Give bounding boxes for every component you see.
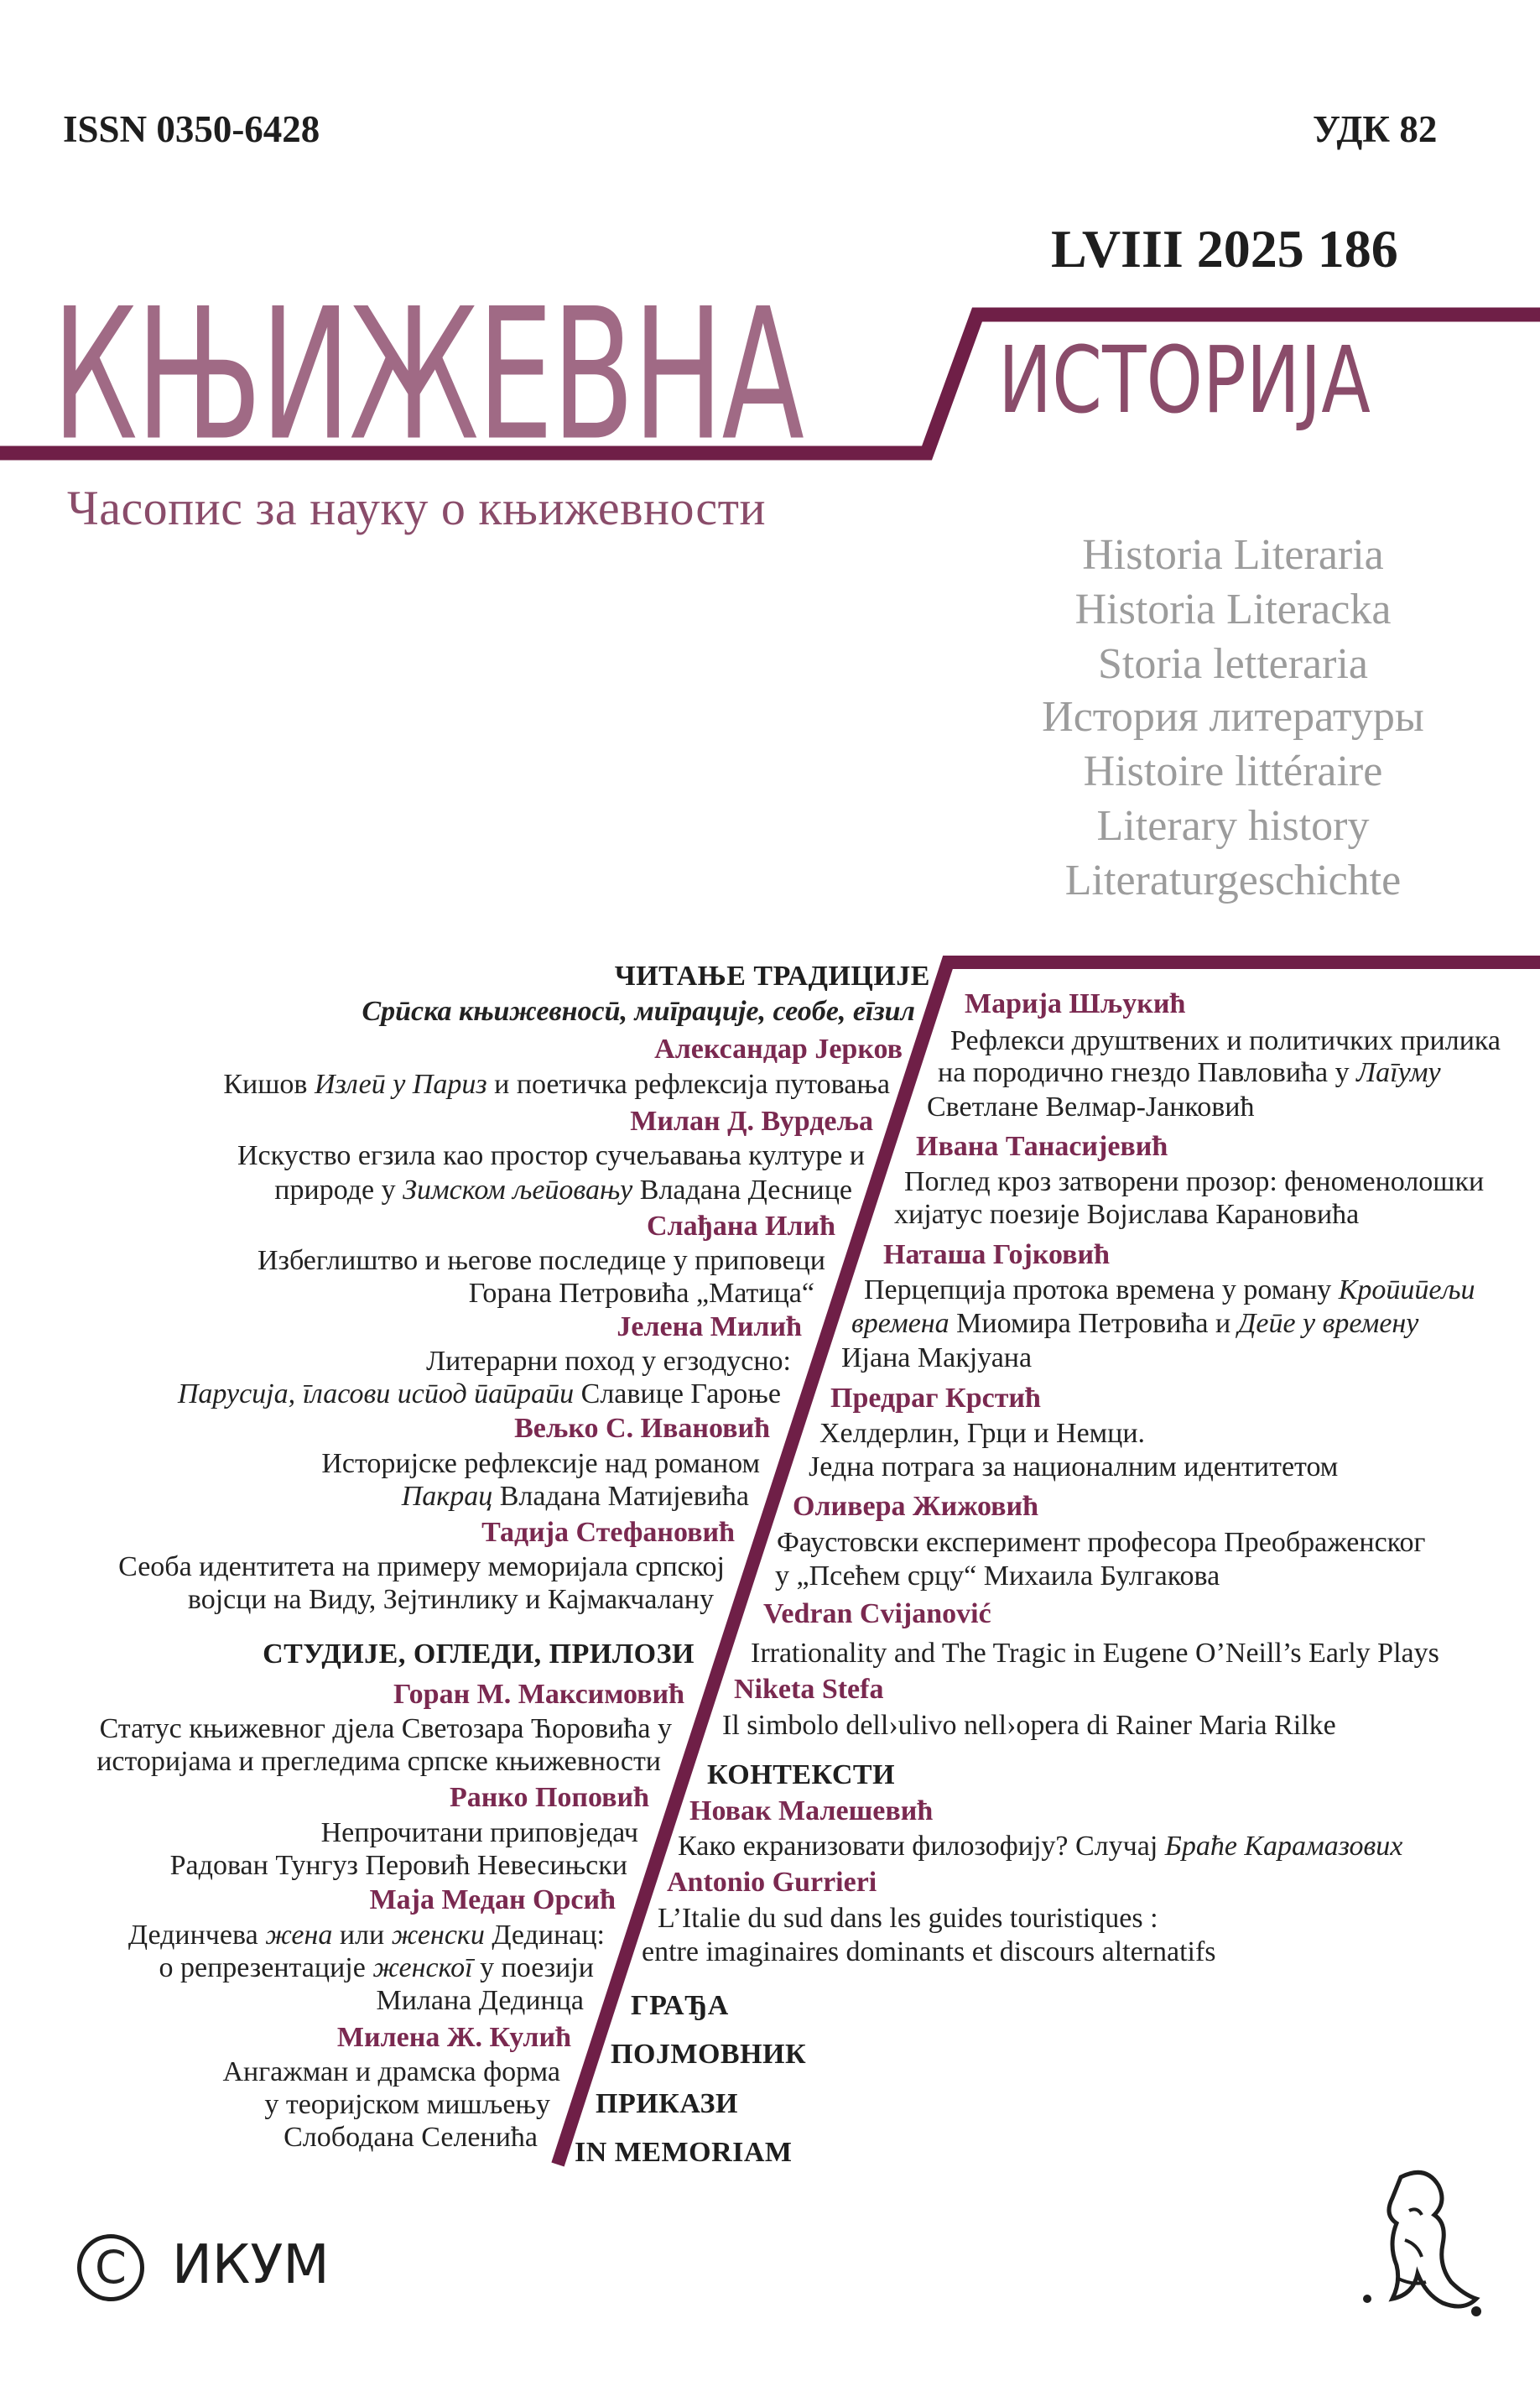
volume-info: LVIII 2025 186 <box>1051 219 1398 279</box>
section-heading: КОНТЕКСТИ <box>707 1759 896 1790</box>
article-title: Irrationality and The Tragic in Eugene O’Neill’s Early Plays <box>751 1638 1439 1669</box>
article-author: Тадија Стефановић <box>481 1517 735 1548</box>
issn: ISSN 0350-6428 <box>63 108 320 150</box>
section-heading: ЧИТАЊЕ ТРАДИЦИЈЕ <box>614 961 930 992</box>
article-author: Марија Шљукић <box>965 988 1186 1019</box>
article-title: времена Миомира Петровића и Деӣе у времену <box>851 1308 1419 1339</box>
article-title: Ијана Макјуана <box>841 1342 1033 1373</box>
article-author: Niketa Stefa <box>734 1674 884 1705</box>
article-title: Поглед кроз затворени прозор: феноменолошки <box>904 1166 1485 1197</box>
lang-latin: Historia Literaria <box>1082 531 1384 579</box>
article-title: Il simbolo dell›ulivo nell›opera di Rainer Maria Rilke <box>722 1710 1336 1741</box>
article-author: Ранко Поповић <box>449 1782 649 1813</box>
article-title: Слободана Селенића <box>284 2122 538 2153</box>
article-author: Јелена Милић <box>617 1311 802 1342</box>
article-title: Дединчева жена или женски Дединац: <box>127 1920 605 1951</box>
article-title: војсци на Виду, Зејтинлику и Кајмакчалану <box>187 1584 714 1615</box>
article-author: Новак Малешевић <box>689 1795 934 1826</box>
article-title: историјама и прегледима српске књижевности <box>96 1746 661 1777</box>
copyright-icon: C <box>77 2234 144 2301</box>
article-title: Избеглиштво и његове последице у приповеци <box>257 1245 825 1276</box>
udk: УДК 82 <box>1313 108 1438 150</box>
section-heading: СТУДИЈЕ, ОГЛЕДИ, ПРИЛОЗИ <box>263 1639 695 1670</box>
article-title: Једна потрага за националним идентитетом <box>809 1451 1339 1482</box>
article-author: Вељко С. Ивановић <box>514 1413 770 1444</box>
subtitle: Часопис за науку о књижевности <box>67 481 767 535</box>
article-author: Слађана Илић <box>646 1211 835 1242</box>
section-heading: IN MEMORIAM <box>575 2137 793 2168</box>
article-title: у „Псећем срцу“ Михаила Булгакова <box>775 1560 1220 1592</box>
article-title: Милана Дединца <box>376 1985 584 2016</box>
article-author: Маја Медан Орсић <box>369 1884 616 1915</box>
article-title: Искуство егзила као простор сучељавања културе и <box>237 1140 865 1171</box>
article-title: Фаустовски експеримент професора Преображенског <box>777 1527 1426 1558</box>
article-author: Предраг Крстић <box>830 1383 1041 1414</box>
section-heading: ГРАЂА <box>631 1990 729 2021</box>
article-title: у теоријском мишљењу <box>264 2089 550 2120</box>
section-heading: ПОЈМОВНИК <box>611 2039 807 2070</box>
lang-french: Histoire littéraire <box>1083 748 1383 795</box>
article-title: Хелдерлин, Грци и Немци. <box>819 1418 1146 1449</box>
article-title: Статус књижевног дјела Светозара Ћоровића у <box>99 1713 672 1744</box>
section-subheading: Срӣска књижевносӣ, миīрације, сеобе, еīзил <box>362 996 915 1027</box>
article-author: Александар Јерков <box>654 1034 903 1065</box>
article-author: Наташа Гојковић <box>883 1239 1111 1270</box>
article-title: хијатус поезије Војислава Карановића <box>894 1199 1360 1230</box>
article-title: природе у Зимском љеӣовању Владана Деснице <box>274 1175 852 1206</box>
article-title: L’Italie du sud dans les guides touristiques : <box>658 1903 1158 1934</box>
article-title: Непрочитани приповједач <box>320 1817 638 1848</box>
article-title: о репрезентације женскоī у поезији <box>159 1952 594 1983</box>
article-author: Vedran Cvijanović <box>763 1598 991 1629</box>
article-author: Горан М. Максимовић <box>393 1679 684 1710</box>
section-heading: ПРИКАЗИ <box>596 2088 738 2119</box>
article-author: Милена Ж. Кулић <box>336 2022 571 2053</box>
article-title: Сеоба идентитета на примеру меморијала српској <box>118 1551 725 1582</box>
article-title: Горана Петровића „Матица“ <box>468 1278 814 1309</box>
article-title: на породично гнездо Павловића у Лаīуму <box>938 1057 1441 1088</box>
lang-german: Literaturgeschichte <box>1064 857 1402 904</box>
title-part1: КЊИЖЕВНА <box>52 269 803 482</box>
article-title: Ангажман и драмска форма <box>222 2056 560 2087</box>
article-title: Радован Тунгуз Перовић Невесињски <box>169 1850 627 1881</box>
publisher-name: ИКУМ <box>172 2234 330 2296</box>
article-title: Литерарни поход у егзодусно: <box>426 1346 791 1377</box>
article-author: Antonio Gurrieri <box>667 1867 877 1898</box>
lang-english: Literary history <box>1096 802 1370 850</box>
article-title: Кишов Излеӣ у Париз и поетичка рефлексија путовања <box>223 1069 890 1100</box>
article-title: Рефлекси друштвених и политичких прилика <box>950 1025 1501 1056</box>
title-part2: ИСТОРИЈА <box>998 326 1371 434</box>
lang-polish: Historia Literacka <box>1074 586 1392 633</box>
seal-figure-icon <box>1350 2160 1493 2337</box>
article-title: Перцепција протока времена у роману Кроӣиӣељи <box>864 1274 1475 1305</box>
article-author: Ивана Танасијевић <box>916 1131 1168 1162</box>
article-title: Пакрац Владана Матијевића <box>401 1481 749 1512</box>
article-title: Како екранизовати филозофију? Случај Браће Карамазових <box>678 1831 1403 1862</box>
lang-italian: Storia letteraria <box>1098 640 1368 688</box>
article-author: Милан Д. Вурдеља <box>630 1106 873 1137</box>
article-title: Светлане Велмар-Јанковић <box>927 1092 1255 1123</box>
article-author: Оливера Жижовић <box>793 1491 1039 1522</box>
article-title: Парусија, īласови исӣод ӣаӣраӣи Славице Гароње <box>177 1378 781 1409</box>
article-title: entre imaginaires dominants et discours alternatifs <box>642 1936 1216 1967</box>
article-title: Историјске рефлексије над романом <box>321 1448 760 1479</box>
lang-russian: История литературы <box>1042 693 1424 741</box>
